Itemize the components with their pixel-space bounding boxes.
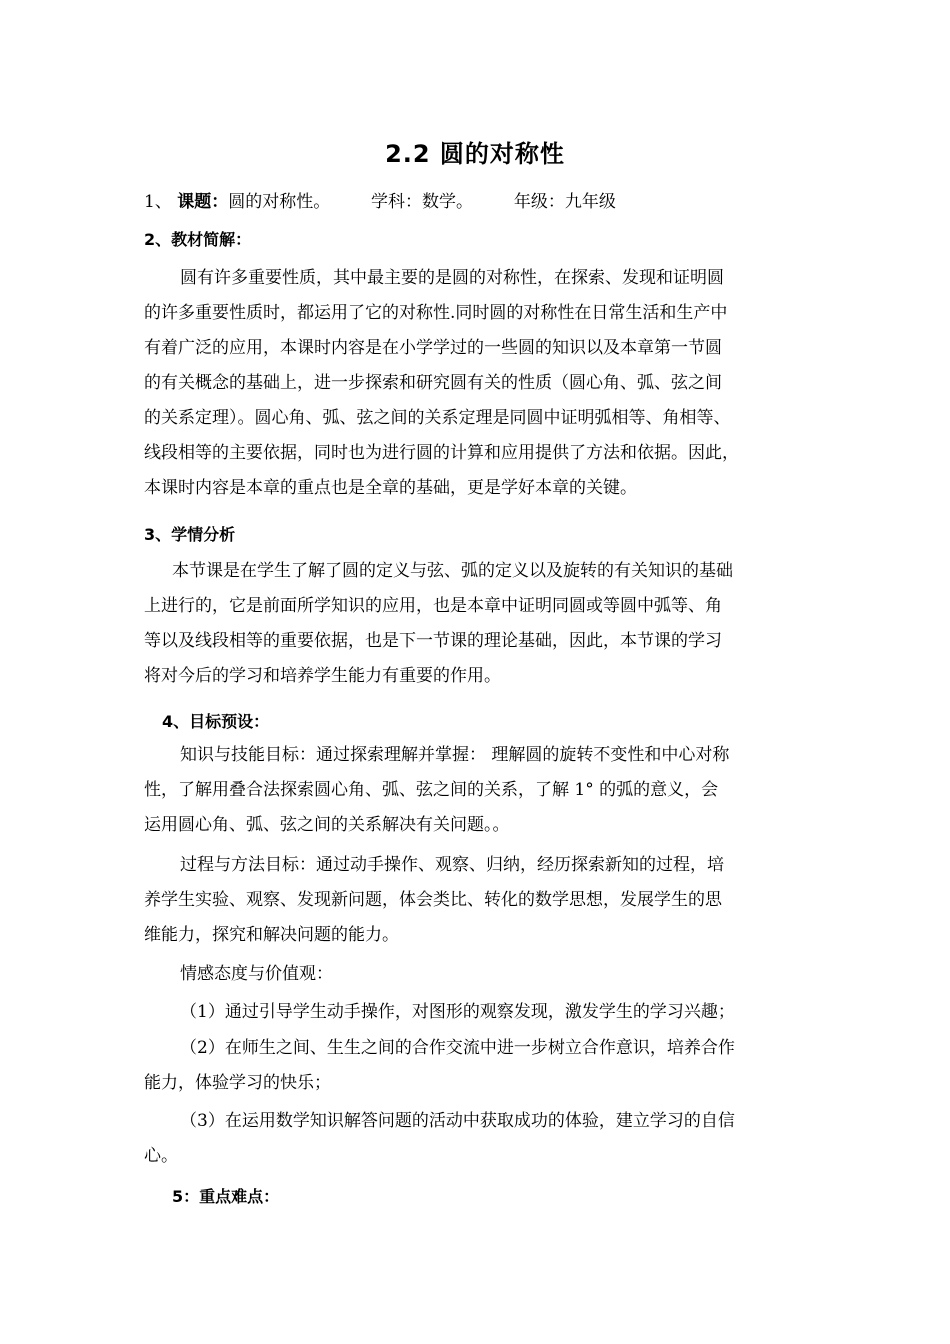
section-1-topic: 圆的对称性。 (228, 192, 331, 212)
section-3-paragraph-line: 上进行的，它是前面所学知识的应用，也是本章中证明同圆或等圆中弧等、角 (144, 596, 722, 616)
section-4-paragraph-line: 情感态度与价值观： (180, 964, 333, 984)
section-2-heading: 2、教材简解： (144, 230, 252, 249)
section-2-paragraph-line: 有着广泛的应用，本课时内容是在小学学过的一些圆的知识以及本章第一节圆 (144, 338, 722, 358)
section-4-heading: 4、目标预设： (162, 712, 270, 731)
section-2-paragraph-line: 本课时内容是本章的重点也是全章的基础，更是学好本章的关键。 (144, 478, 637, 498)
section-3-paragraph-line: 本节课是在学生了解了圆的定义与弦、弧的定义以及旋转的有关知识的基础 (172, 561, 733, 581)
section-1-label: 课题： (177, 192, 229, 212)
section-4-paragraph-line: 能力，体验学习的快乐； (144, 1073, 331, 1093)
section-2-paragraph-line: 的许多重要性质时，都运用了它的对称性.同时圆的对称性在日常生活和生产中 (144, 303, 728, 323)
section-2-paragraph-line: 圆有许多重要性质，其中最主要的是圆的对称性，在探索、发现和证明圆 (180, 268, 724, 288)
section-4-paragraph-line: 性，了解用叠合法探索圆心角、弧、弦之间的关系，了解 1° 的弧的意义，会 (144, 780, 719, 800)
section-4-paragraph-line: 养学生实验、观察、发现新问题，体会类比、转化的数学思想，发展学生的思 (144, 890, 722, 910)
section-3-heading: 3、学情分析 (144, 525, 236, 544)
section-5-heading: 5：重点难点： (172, 1187, 280, 1206)
section-4-paragraph-line: 运用圆心角、弧、弦之间的关系解决有关问题。。 (144, 815, 510, 835)
section-4-list-item: （2）在师生之间、生生之间的合作交流中进一步树立合作意识，培养合作 (180, 1038, 735, 1058)
section-1-subject: 学科：数学。 (371, 192, 474, 212)
section-2-paragraph-line: 线段相等的主要依据，同时也为进行圆的计算和应用提供了方法和依据。因此， (144, 443, 739, 463)
section-3-paragraph-line: 等以及线段相等的重要依据，也是下一节课的理论基础，因此，本节课的学习 (144, 631, 722, 651)
section-4-paragraph-line: 知识与技能目标：通过探索理解并掌握： 理解圆的旋转不变性和中心对称 (180, 745, 730, 765)
page-title: 2.2 圆的对称性 (385, 140, 565, 168)
section-1-number: 1、 (144, 192, 172, 212)
section-2-paragraph-line: 的关系定理）。圆心角、弧、弦之间的关系定理是同圆中证明弧相等、角相等、 (144, 408, 731, 428)
section-4-paragraph-line: 维能力，探究和解决问题的能力。 (144, 925, 399, 945)
section-4-paragraph-line: 心。 (144, 1146, 178, 1166)
section-3-paragraph-line: 将对今后的学习和培养学生能力有重要的作用。 (144, 666, 501, 686)
section-4-paragraph-line: 过程与方法目标：通过动手操作、观察、归纳，经历探索新知的过程，培 (180, 855, 724, 875)
section-2-paragraph-line: 的有关概念的基础上，进一步探索和研究圆有关的性质（圆心角、弧、弦之间 (144, 373, 722, 393)
section-4-list-item: （3）在运用数学知识解答问题的活动中获取成功的体验，建立学习的自信 (180, 1111, 735, 1131)
section-1-line (144, 190, 616, 214)
section-4-list-item: （1）通过引导学生动手操作，对图形的观察发现，激发学生的学习兴趣； (180, 1002, 735, 1022)
section-1-grade: 年级：九年级 (513, 192, 616, 212)
